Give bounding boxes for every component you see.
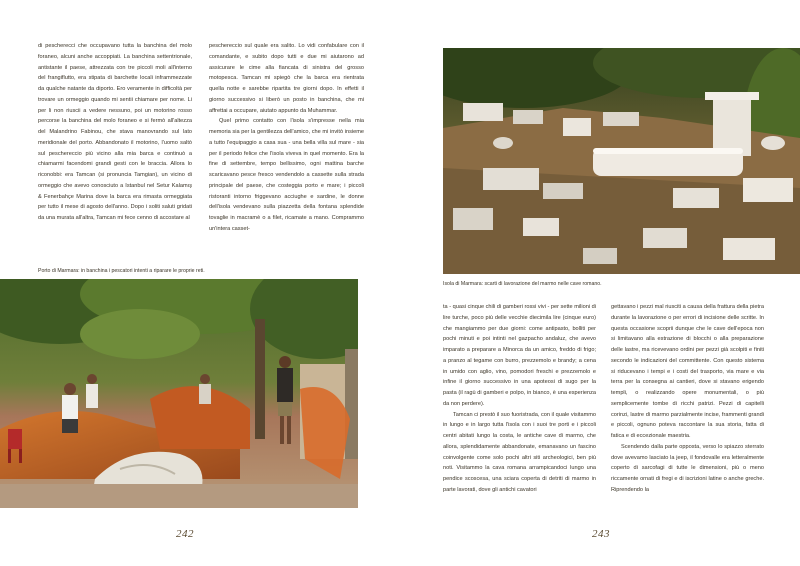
right-photo-caption: Isola di Marmara: scarti di lavorazione del marmo nelle cave romano. [443, 281, 602, 287]
left-photo-caption: Porto di Marmara: in banchina i pescatori intenti a riparare le proprie reti. [38, 268, 205, 274]
right-col2-para2: Scendendo dalla parte opposta, verso lo spiazzo sterrato dove avevamo lasciato la jeep, il fondovalle era letteralmente coperto di sarcofagi di tutte le dimensioni, più o meno riccamente ornati di fregi e di iscrizioni latine o anche greche. Riprendendo la [611, 443, 764, 493]
harbour-fishermen-photo [0, 279, 358, 508]
right-column-2 [611, 302, 764, 496]
left-col2-para1: peschereccio sul quale era salito. Lo vidi confabulare con il comandante, e subito dopo tutti e due mi aiutarono ad assicurare le cime alla fiancata di sinistra del grosso motopesca. Tamcan mi spiegò che la barca era rientrata quella notte e sarebbe ripartita tre giorni dopo. In effetti il giorno successivo si liberò un posto in banchina, che mi affrettai a occupare, aiutato appunto da Muhammar. [209, 43, 364, 114]
left-column-1 [38, 41, 192, 224]
marble-quarry-illustration [443, 48, 800, 274]
harbour-fishermen-illustration [0, 279, 358, 508]
marble-quarry-photo [443, 48, 800, 274]
right-page-number: 243 [592, 528, 610, 540]
left-col1-text: di pescherecci che occupavano tutta la banchina del molo foraneo, alcuni anche accoppiati. La banchina settentrionale, antistante il paese, attrezzata con tre piccoli moli all'interno del frangiflutto, era stipata di barchette locali inframmezzate da qualche natante da diporto. Ero veramente in difficoltà per trovare un ormeggio quando mi sentii chiamare per nome. Li per li non riuscii a vedere nessuno, poi un motorino rosso percorse la banchina del molo foraneo e si fermò all'altezza del Malandrino Fabinou, che stava manovrando sul lato meridionale del porto. Abbandonato il motorino, l'uomo saltò sul peschereccio più vicino alla mia barca e continuò a chiamarmi facendomi grandi gesti con le braccia. Allora lo riconobbi: era Tamcan (si pronuncia Tamgian), un vicino di ormeggio che avevo conosciuto a Istanbul nel Setur Kalamış & Fenerbahçe Marina dove la barca era rimasta ormeggiata per tutto il mese di agosto dell'anno. Dopo i soliti saluti gridati da una murata all'altra, Tamcan mi fece cenno di accostare al [38, 43, 192, 221]
right-col1-para2: Tamcan ci prestò il suo fuoristrada, con il quale visitammo in lungo e in largo tutta l'isola con i suoi tre porti e i piccoli centri abitati lungo la costa, le antiche cave di marmo, che allora, splendidamente abbandonate, emanavano un fascino coinvolgente come solo pochi altri siti archeologici, ben più noti. Visitammo la cava romana arrampicandoci lungo una pendice scoscesa, una sciara coperta di detriti di marmo in parte lavorati, dove gli antichi cavatori [443, 411, 597, 493]
left-col2-para2: Quel primo contatto con l'isola s'impresse nella mia memoria sia per la gentilezza dell'amico, che mi invitò insieme a tutto l'equipaggio a casa sua - una bella villa sul mare - sia per il periodo felice che l'isola viveva in quel momento. Era la fine di settembre, tempo bellissimo, ogni mattina barche scaricavano pesce fresco vendendolo a cassette sulla strada principale del paese, che costeggia porto e mare; i piccoli ristoranti intorno friggevano acciughe e sardine, le donne dell'isola vendevano sulla piazzetta della fontana splendide tovaglie in macramè o a filet, ricamate a mano. Comprammo un'intera casset- [209, 118, 364, 232]
right-col2-para1: gettavano i pezzi mal riusciti a causa della frattura della pietra durante la lavorazione o per errori di incisione delle scritte. In questa occasione scoprii dunque che le cave dell'epoca non si limitavano alla estrazione di blocchi o alla preparazione delle lastre, ma ricevevano ordini per pezzi già scolpiti e finiti secondo le indicazioni del committente. Con questo sistema si riducevano i tempi e i costi del trasporto, via mare e via terra per la consegna ai cantieri, dove si stavano erigendo templi, o realizzando opere monumentali, o più semplicemente tombe di ricchi patrizi. Pezzi di capitelli corinzi, lastre di marmo parzialmente incise, frammenti grandi e piccoli, ognuno poteva raccontare la sua storia, fatta di fatica e di eccezionale maestria. [611, 304, 764, 439]
right-column-1 [443, 302, 596, 496]
left-page-number: 242 [176, 528, 194, 540]
left-column-2 [209, 41, 364, 235]
right-col1-para1: ta - quasi cinque chili di gamberi rossi vivi - per sette milioni di lire turche, poco più delle vecchie diecimila lire (cinque euro) che mangiammo per due giorni: come antipasto, bolliti per pochi minuti e poi intinti nel gazpacho andaluz, che avevo imparato a preparare a Minorca da un amico, freddo di frigo; a pranzo al tegame con burro, prezzemolo e brandy; a cena in umido con aglio, vino, pomodori freschi e prezzemolo e infine il giorno successivo in una apoteosi di sugo per la pasta (il ragù di gamberi e polpo, in bianco, è una esperienza da non perdere). [443, 304, 596, 407]
